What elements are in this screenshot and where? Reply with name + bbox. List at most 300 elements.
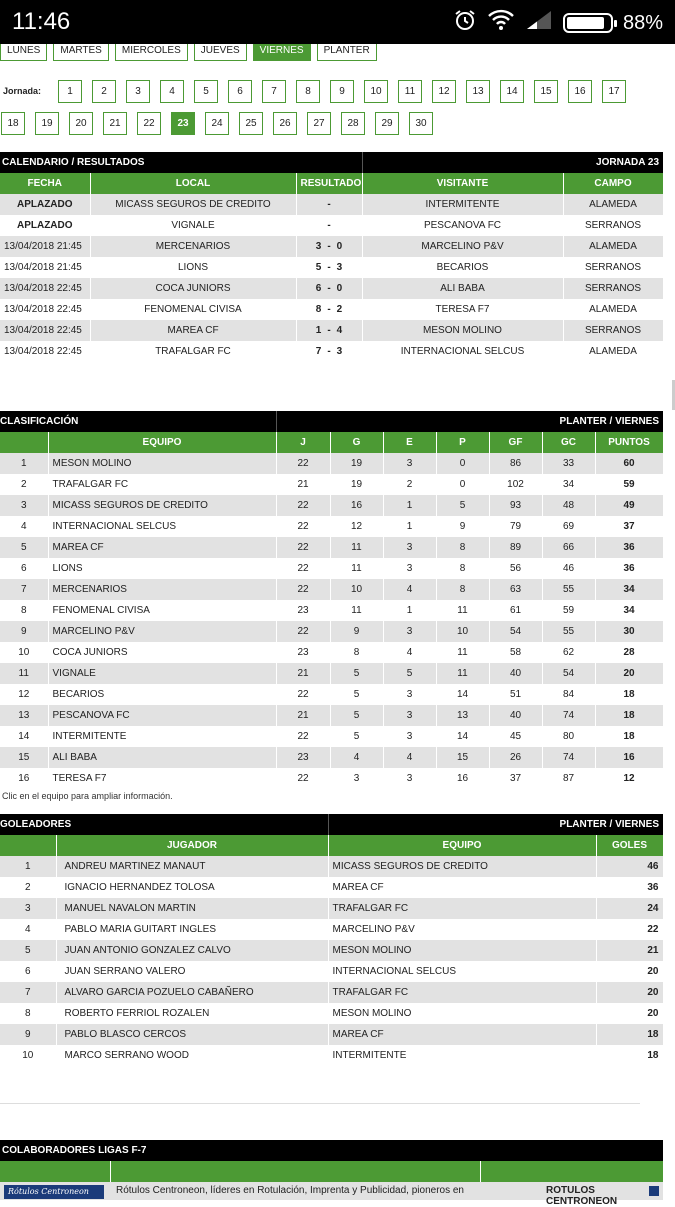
- standings-col-gc: GC: [542, 432, 595, 453]
- day-tabs: [0, 44, 377, 62]
- scorer-team[interactable]: MARCELINO P&V: [328, 919, 596, 940]
- match-field: ALAMEDA: [563, 299, 663, 320]
- standings-won: 5: [330, 684, 383, 705]
- jornada-button-7[interactable]: 7: [262, 80, 286, 103]
- standings-points: 36: [595, 558, 663, 579]
- collab-name[interactable]: ROTULOS CENTRONEON: [546, 1185, 618, 1207]
- scorer-player[interactable]: MARCO SERRANO WOOD: [56, 1045, 328, 1066]
- standings-subtitle: PLANTER / VIERNES: [276, 411, 663, 432]
- scorers-col-jugador: JUGADOR: [56, 835, 328, 856]
- standings-goals-for: 54: [489, 621, 542, 642]
- standings-team[interactable]: INTERMITENTE: [48, 726, 276, 747]
- standings-row[interactable]: [0, 726, 663, 747]
- scorer-position: 2: [0, 877, 56, 898]
- divider: [0, 1103, 640, 1104]
- standings-played: 22: [276, 495, 330, 516]
- standings-goals-against: 69: [542, 516, 595, 537]
- jornada-button-29[interactable]: 29: [375, 112, 399, 135]
- results-col-visitante: VISITANTE: [362, 173, 563, 194]
- standings-drawn: 2: [383, 474, 436, 495]
- scorer-goals: 20: [596, 1003, 663, 1024]
- away-team[interactable]: MARCELINO P&V: [362, 236, 563, 257]
- standings-row[interactable]: [0, 579, 663, 600]
- scorers-row[interactable]: [0, 961, 663, 982]
- results-row[interactable]: [0, 257, 663, 278]
- scorers-row[interactable]: [0, 940, 663, 961]
- standings-drawn: 4: [383, 642, 436, 663]
- jornada-button-17[interactable]: 17: [602, 80, 626, 103]
- results-col-local: LOCAL: [90, 173, 296, 194]
- scorer-goals: 20: [596, 961, 663, 982]
- scorers-row[interactable]: [0, 982, 663, 1003]
- home-team[interactable]: MAREA CF: [90, 320, 296, 341]
- scorers-row[interactable]: [0, 877, 663, 898]
- score-dash: -: [327, 346, 331, 357]
- jornada-button-25[interactable]: 25: [239, 112, 263, 135]
- scorer-team[interactable]: MESON MOLINO: [328, 940, 596, 961]
- standings-row[interactable]: [0, 600, 663, 621]
- match-field: ALAMEDA: [563, 341, 663, 362]
- standings-team[interactable]: INTERNACIONAL SELCUS: [48, 516, 276, 537]
- jornada-button-16[interactable]: 16: [568, 80, 592, 103]
- standings-goals-for: 58: [489, 642, 542, 663]
- score-dash: -: [327, 283, 331, 294]
- scorers-row[interactable]: [0, 1024, 663, 1045]
- scorers-subtitle: PLANTER / VIERNES: [328, 814, 663, 835]
- results-row[interactable]: [0, 278, 663, 299]
- jornada-button-3[interactable]: 3: [126, 80, 150, 103]
- scorer-team[interactable]: MESON MOLINO: [328, 1003, 596, 1024]
- scorer-player[interactable]: ANDREU MARTINEZ MANAUT: [56, 856, 328, 877]
- results-row[interactable]: [0, 236, 663, 257]
- score-dash: -: [327, 199, 331, 210]
- alarm-icon: [453, 8, 477, 38]
- match-field: SERRANOS: [563, 278, 663, 299]
- standings-row[interactable]: [0, 537, 663, 558]
- standings-row[interactable]: [0, 474, 663, 495]
- standings-row[interactable]: [0, 516, 663, 537]
- scorers-col-goles: GOLES: [596, 835, 663, 856]
- standings-team[interactable]: MARCELINO P&V: [48, 621, 276, 642]
- home-team[interactable]: COCA JUNIORS: [90, 278, 296, 299]
- scorer-goals: 24: [596, 898, 663, 919]
- standings-position: 7: [0, 579, 48, 600]
- scorer-player[interactable]: PABLO MARIA GUITART INGLES: [56, 919, 328, 940]
- jornada-button-19[interactable]: 19: [35, 112, 59, 135]
- jornada-button-2[interactable]: 2: [92, 80, 116, 103]
- standings-points: 20: [595, 663, 663, 684]
- day-tab-lunes[interactable]: LUNES: [0, 44, 47, 61]
- standings-goals-for: 63: [489, 579, 542, 600]
- standings-team[interactable]: MICASS SEGUROS DE CREDITO: [48, 495, 276, 516]
- jornada-button-8[interactable]: 8: [296, 80, 320, 103]
- match-date: APLAZADO: [0, 215, 90, 236]
- standings-row[interactable]: [0, 747, 663, 768]
- jornada-button-18[interactable]: 18: [1, 112, 25, 135]
- standings-lost: 13: [436, 705, 489, 726]
- standings-team[interactable]: FENOMENAL CIVISA: [48, 600, 276, 621]
- jornada-button-28[interactable]: 28: [341, 112, 365, 135]
- standings-won: 19: [330, 474, 383, 495]
- standings-goals-for: 26: [489, 747, 542, 768]
- collab-title: COLABORADORES LIGAS F-7: [0, 1140, 663, 1161]
- standings-team[interactable]: MAREA CF: [48, 537, 276, 558]
- standings-drawn: 3: [383, 537, 436, 558]
- standings-row[interactable]: [0, 558, 663, 579]
- standings-col-g: G: [330, 432, 383, 453]
- standings-goals-against: 87: [542, 768, 595, 789]
- results-row[interactable]: [0, 341, 663, 362]
- jornada-button-4[interactable]: 4: [160, 80, 184, 103]
- results-row[interactable]: [0, 320, 663, 341]
- standings-team[interactable]: MERCENARIOS: [48, 579, 276, 600]
- standings-points: 59: [595, 474, 663, 495]
- standings-goals-for: 89: [489, 537, 542, 558]
- match-date: 13/04/2018 22:45: [0, 299, 90, 320]
- scorer-goals: 18: [596, 1045, 663, 1066]
- scorer-goals: 46: [596, 856, 663, 877]
- collab-logo[interactable]: Rótulos Centroneon: [4, 1185, 104, 1199]
- standings-played: 23: [276, 600, 330, 621]
- standings-won: 19: [330, 453, 383, 474]
- match-score: [296, 299, 362, 320]
- standings-lost: 11: [436, 600, 489, 621]
- wifi-icon: [487, 9, 515, 37]
- day-tab-planter[interactable]: PLANTER: [317, 44, 377, 61]
- jornada-button-30[interactable]: 30: [409, 112, 433, 135]
- standings-goals-for: 37: [489, 768, 542, 789]
- standings-lost: 11: [436, 663, 489, 684]
- day-tab-martes[interactable]: MARTES: [53, 44, 109, 61]
- jornada-button-15[interactable]: 15: [534, 80, 558, 103]
- standings-won: 11: [330, 600, 383, 621]
- home-goals: 8: [315, 304, 322, 315]
- standings-team[interactable]: PESCANOVA FC: [48, 705, 276, 726]
- home-goals: 7: [315, 346, 322, 357]
- score-dash: -: [327, 262, 331, 273]
- standings-goals-against: 66: [542, 537, 595, 558]
- standings-won: 4: [330, 747, 383, 768]
- standings-points: 60: [595, 453, 663, 474]
- away-team[interactable]: TERESA F7: [362, 299, 563, 320]
- jornada-button-24[interactable]: 24: [205, 112, 229, 135]
- away-team[interactable]: BECARIOS: [362, 257, 563, 278]
- standings-position: 12: [0, 684, 48, 705]
- standings-lost: 8: [436, 537, 489, 558]
- standings-won: 9: [330, 621, 383, 642]
- standings-row[interactable]: [0, 621, 663, 642]
- standings-won: 12: [330, 516, 383, 537]
- standings-col-j: J: [276, 432, 330, 453]
- standings-team[interactable]: LIONS: [48, 558, 276, 579]
- standings-team[interactable]: VIGNALE: [48, 663, 276, 684]
- away-goals: 0: [336, 241, 343, 252]
- home-goals: 3: [315, 241, 322, 252]
- standings-goals-against: 54: [542, 663, 595, 684]
- jornada-button-26[interactable]: 26: [273, 112, 297, 135]
- results-row[interactable]: [0, 215, 663, 236]
- away-team[interactable]: MESON MOLINO: [362, 320, 563, 341]
- standings-col-p: P: [436, 432, 489, 453]
- standings-points: 18: [595, 684, 663, 705]
- standings-points: 36: [595, 537, 663, 558]
- results-col-campo: CAMPO: [563, 173, 663, 194]
- standings-played: 22: [276, 621, 330, 642]
- scorers-row[interactable]: [0, 856, 663, 877]
- standings-goals-for: 79: [489, 516, 542, 537]
- home-team[interactable]: LIONS: [90, 257, 296, 278]
- standings-team[interactable]: BECARIOS: [48, 684, 276, 705]
- away-goals: 4: [336, 325, 343, 336]
- scorer-goals: 20: [596, 982, 663, 1003]
- home-goals: 6: [315, 283, 322, 294]
- scorer-position: 8: [0, 1003, 56, 1024]
- standings-row[interactable]: [0, 705, 663, 726]
- scorer-team[interactable]: INTERNACIONAL SELCUS: [328, 961, 596, 982]
- results-row[interactable]: [0, 299, 663, 320]
- standings-played: 22: [276, 684, 330, 705]
- day-tab-viernes[interactable]: VIERNES: [253, 44, 311, 61]
- standings-goals-for: 45: [489, 726, 542, 747]
- standings-row[interactable]: [0, 495, 663, 516]
- home-team[interactable]: TRAFALGAR FC: [90, 341, 296, 362]
- score-dash: -: [327, 241, 331, 252]
- scorers-table: [0, 814, 664, 1066]
- away-goals: 0: [336, 283, 343, 294]
- away-team[interactable]: ALI BABA: [362, 278, 563, 299]
- away-team[interactable]: PESCANOVA FC: [362, 215, 563, 236]
- scorer-team[interactable]: MAREA CF: [328, 877, 596, 898]
- results-col-resultado: RESULTADO: [296, 173, 362, 194]
- standings-played: 23: [276, 747, 330, 768]
- standings-col-pos: [0, 432, 48, 453]
- standings-row[interactable]: [0, 663, 663, 684]
- scorer-team[interactable]: MAREA CF: [328, 1024, 596, 1045]
- home-team[interactable]: MICASS SEGUROS DE CREDITO: [90, 194, 296, 215]
- scorer-player[interactable]: PABLO BLASCO CERCOS: [56, 1024, 328, 1045]
- standings-drawn: 1: [383, 600, 436, 621]
- score-dash: -: [327, 304, 331, 315]
- standings-played: 21: [276, 474, 330, 495]
- jornada-button-1[interactable]: 1: [58, 80, 82, 103]
- scorer-position: 7: [0, 982, 56, 1003]
- scorer-player[interactable]: ROBERTO FERRIOL ROZALEN: [56, 1003, 328, 1024]
- standings-lost: 14: [436, 726, 489, 747]
- standings-position: 10: [0, 642, 48, 663]
- standings-goals-for: 51: [489, 684, 542, 705]
- standings-goals-against: 80: [542, 726, 595, 747]
- results-row[interactable]: [0, 194, 663, 215]
- match-field: ALAMEDA: [563, 236, 663, 257]
- standings-row[interactable]: [0, 642, 663, 663]
- scorers-col-pos: [0, 835, 56, 856]
- standings-drawn: 5: [383, 663, 436, 684]
- scorers-row[interactable]: [0, 919, 663, 940]
- standings-points: 12: [595, 768, 663, 789]
- standings-goals-for: 61: [489, 600, 542, 621]
- standings-position: 1: [0, 453, 48, 474]
- scorer-player[interactable]: JUAN ANTONIO GONZALEZ CALVO: [56, 940, 328, 961]
- standings-points: 16: [595, 747, 663, 768]
- jornada-button-5[interactable]: 5: [194, 80, 218, 103]
- standings-row[interactable]: [0, 684, 663, 705]
- jornada-button-10[interactable]: 10: [364, 80, 388, 103]
- standings-points: 28: [595, 642, 663, 663]
- jornada-title: JORNADA 23: [362, 152, 663, 173]
- collab-row[interactable]: [0, 1182, 663, 1207]
- match-score: [296, 257, 362, 278]
- standings-drawn: 3: [383, 684, 436, 705]
- match-score: [296, 194, 362, 215]
- standings-team[interactable]: ALI BABA: [48, 747, 276, 768]
- standings-won: 10: [330, 579, 383, 600]
- home-goals: 1: [315, 325, 322, 336]
- standings-played: 22: [276, 453, 330, 474]
- home-team[interactable]: FENOMENAL CIVISA: [90, 299, 296, 320]
- standings-goals-against: 46: [542, 558, 595, 579]
- standings-points: 49: [595, 495, 663, 516]
- standings-played: 22: [276, 537, 330, 558]
- clock: 11:46: [12, 8, 71, 35]
- jornada-button-27[interactable]: 27: [307, 112, 331, 135]
- standings-goals-against: 59: [542, 600, 595, 621]
- standings-team[interactable]: COCA JUNIORS: [48, 642, 276, 663]
- standings-position: 9: [0, 621, 48, 642]
- jornada-button-23[interactable]: 23: [171, 112, 195, 135]
- home-team[interactable]: MERCENARIOS: [90, 236, 296, 257]
- battery-icon: [563, 13, 613, 33]
- standings-drawn: 1: [383, 516, 436, 537]
- jornada-button-20[interactable]: 20: [69, 112, 93, 135]
- standings-goals-for: 40: [489, 663, 542, 684]
- jornada-button-21[interactable]: 21: [103, 112, 127, 135]
- scorer-player[interactable]: MANUEL NAVALON MARTIN: [56, 898, 328, 919]
- external-link-icon[interactable]: [649, 1186, 659, 1196]
- scorer-player[interactable]: ALVARO GARCIA POZUELO CABAÑERO: [56, 982, 328, 1003]
- standings-row[interactable]: [0, 453, 663, 474]
- away-team[interactable]: INTERNACIONAL SELCUS: [362, 341, 563, 362]
- standings-points: 34: [595, 600, 663, 621]
- jornada-button-12[interactable]: 12: [432, 80, 456, 103]
- standings-position: 2: [0, 474, 48, 495]
- standings-won: 5: [330, 663, 383, 684]
- standings-goals-against: 74: [542, 747, 595, 768]
- standings-drawn: 1: [383, 495, 436, 516]
- standings-goals-against: 84: [542, 684, 595, 705]
- scorer-player[interactable]: JUAN SERRANO VALERO: [56, 961, 328, 982]
- standings-won: 11: [330, 558, 383, 579]
- scorers-row[interactable]: [0, 898, 663, 919]
- standings-table: [0, 411, 664, 789]
- scorer-position: 10: [0, 1045, 56, 1066]
- standings-team[interactable]: MESON MOLINO: [48, 453, 276, 474]
- scorer-position: 3: [0, 898, 56, 919]
- scorer-position: 5: [0, 940, 56, 961]
- standings-goals-for: 93: [489, 495, 542, 516]
- standings-goals-against: 33: [542, 453, 595, 474]
- standings-position: 11: [0, 663, 48, 684]
- results-table: [0, 152, 664, 362]
- scorers-row[interactable]: [0, 1045, 663, 1066]
- standings-team[interactable]: TERESA F7: [48, 768, 276, 789]
- standings-drawn: 3: [383, 726, 436, 747]
- standings-drawn: 3: [383, 453, 436, 474]
- standings-goals-for: 56: [489, 558, 542, 579]
- standings-won: 16: [330, 495, 383, 516]
- scorers-row[interactable]: [0, 1003, 663, 1024]
- standings-drawn: 3: [383, 705, 436, 726]
- standings-goals-against: 62: [542, 642, 595, 663]
- standings-played: 22: [276, 579, 330, 600]
- scorer-team[interactable]: TRAFALGAR FC: [328, 898, 596, 919]
- standings-lost: 11: [436, 642, 489, 663]
- jornada-button-6[interactable]: 6: [228, 80, 252, 103]
- collab-header: [0, 1161, 663, 1182]
- jornada-button-11[interactable]: 11: [398, 80, 422, 103]
- scorer-team[interactable]: INTERMITENTE: [328, 1045, 596, 1066]
- day-tab-miercoles[interactable]: MIERCOLES: [115, 44, 188, 61]
- standings-position: 5: [0, 537, 48, 558]
- standings-row[interactable]: [0, 768, 663, 789]
- standings-col-equipo: EQUIPO: [48, 432, 276, 453]
- standings-played: 22: [276, 768, 330, 789]
- away-team[interactable]: INTERMITENTE: [362, 194, 563, 215]
- standings-goals-against: 55: [542, 579, 595, 600]
- standings-team[interactable]: TRAFALGAR FC: [48, 474, 276, 495]
- standings-won: 8: [330, 642, 383, 663]
- scorer-goals: 22: [596, 919, 663, 940]
- jornada-button-9[interactable]: 9: [330, 80, 354, 103]
- jornada-button-22[interactable]: 22: [137, 112, 161, 135]
- match-field: SERRANOS: [563, 257, 663, 278]
- standings-won: 11: [330, 537, 383, 558]
- scorer-position: 4: [0, 919, 56, 940]
- match-field: SERRANOS: [563, 215, 663, 236]
- match-date: 13/04/2018 22:45: [0, 278, 90, 299]
- standings-position: 4: [0, 516, 48, 537]
- standings-drawn: 3: [383, 558, 436, 579]
- standings-won: 5: [330, 726, 383, 747]
- standings-played: 22: [276, 516, 330, 537]
- match-date: 13/04/2018 21:45: [0, 257, 90, 278]
- standings-lost: 8: [436, 579, 489, 600]
- standings-won: 3: [330, 768, 383, 789]
- standings-goals-for: 102: [489, 474, 542, 495]
- away-goals: 3: [336, 346, 343, 357]
- standings-drawn: 3: [383, 621, 436, 642]
- home-team[interactable]: VIGNALE: [90, 215, 296, 236]
- standings-position: 6: [0, 558, 48, 579]
- jornada-button-13[interactable]: 13: [466, 80, 490, 103]
- scorer-team[interactable]: MICASS SEGUROS DE CREDITO: [328, 856, 596, 877]
- standings-drawn: 3: [383, 768, 436, 789]
- score-dash: -: [327, 325, 331, 336]
- standings-lost: 15: [436, 747, 489, 768]
- scorer-team[interactable]: TRAFALGAR FC: [328, 982, 596, 1003]
- home-goals: 5: [315, 262, 322, 273]
- results-col-fecha: FECHA: [0, 173, 90, 194]
- score-dash: -: [327, 220, 331, 231]
- scorer-player[interactable]: IGNACIO HERNANDEZ TOLOSA: [56, 877, 328, 898]
- standings-title: CLASIFICACIÓN: [0, 411, 276, 432]
- away-goals: 2: [336, 304, 343, 315]
- standings-played: 22: [276, 726, 330, 747]
- standings-col-puntos: PUNTOS: [595, 432, 663, 453]
- match-score: [296, 278, 362, 299]
- day-tab-jueves[interactable]: JUEVES: [194, 44, 247, 61]
- standings-lost: 14: [436, 684, 489, 705]
- jornada-button-14[interactable]: 14: [500, 80, 524, 103]
